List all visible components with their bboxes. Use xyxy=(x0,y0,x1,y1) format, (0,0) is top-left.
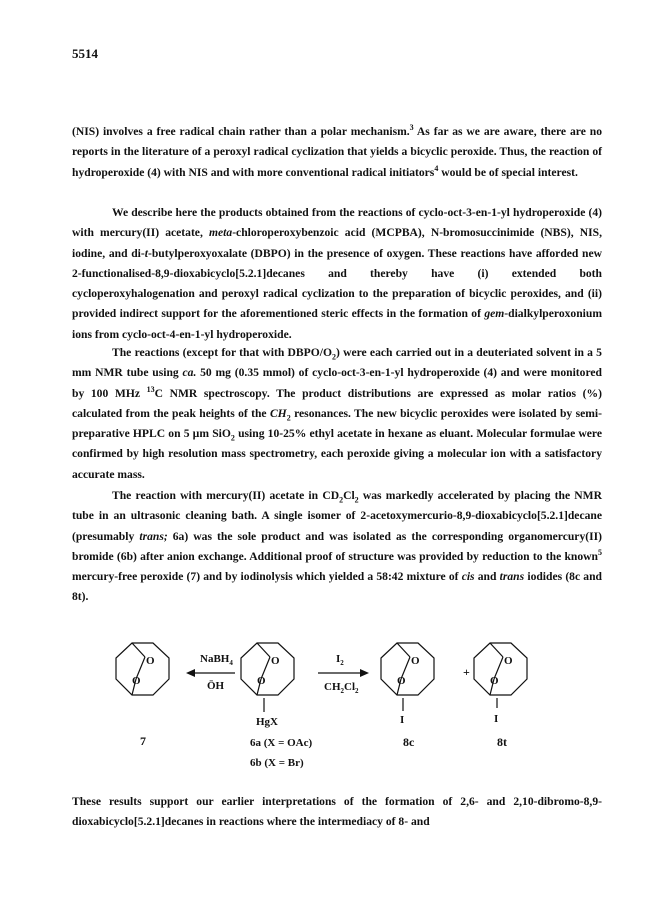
plus-sign: + xyxy=(463,665,470,679)
p1-text-b: As far as we are aware, there are no reports in the literature of a peroxyl radical cyclization that yields a bicyclic peroxide. Thus, the reaction of hydroperoxide (4) with NIS and with more conventional radical initiators xyxy=(72,125,602,179)
p4-text-cl: Cl xyxy=(343,489,355,502)
p3-text-f: using 10-25% ethyl acetate in hexane as eluant. Molecular formulae were confirmed by high resolution mass spectrometry, each peroxide giving a molecular ion with a satisfactory accurate mass. xyxy=(72,427,602,481)
p3-sub-o2: 2 xyxy=(331,352,336,362)
substituent-hgx: HgX xyxy=(256,716,278,728)
p3-text-c: 50 mg (0.35 mmol) of cyclo-oct-3-en-1-yl hydroperoxide (4) and were monitored by 100 MHz xyxy=(72,366,602,400)
p3-sup-13: 13 xyxy=(146,384,155,394)
oxygen-label: O xyxy=(490,675,499,687)
label-6b: 6b (X = Br) xyxy=(250,757,304,769)
label-8c: 8c xyxy=(403,735,415,749)
oxygen-label: O xyxy=(257,675,266,687)
substituent-i: I xyxy=(400,714,405,726)
p4-text-c: 6a) was the sole product and was isolated as the corresponding organomercury(II) bromide (6b) after anion exchange. Additional proof of structure was provided by reduction to the known xyxy=(72,529,602,563)
label-6a: 6a (X = OAc) xyxy=(250,737,313,749)
label-8t: 8t xyxy=(497,735,507,749)
p2-italic-t: t xyxy=(144,246,148,260)
label-7: 7 xyxy=(140,734,146,748)
oxygen-label: O xyxy=(132,675,141,687)
p3-text-e: resonances. The new bicyclic peroxides were isolated by semi-preparative HPLC on 5 µm SiO xyxy=(72,406,603,441)
p2-text-c: -butylperoxyoxalate (DBPO) in the presence of oxygen. These reactions have afforded new 2-functionalised-8,9-dioxabicyclo[5.2.1]decanes and thereby have (i) extended both cycloperoxyhalogenation and peroxyl radical cyclization to the preparation of bicyclic peroxides, and (ii) provided indirect support for the aforementioned steric effects in the formation of xyxy=(72,246,603,321)
p4-ref-5: 5 xyxy=(598,548,602,558)
p3-italic-ch: CH xyxy=(269,406,287,420)
p4-text-d: mercury-free peroxide (7) and by iodinolysis which yielded a 58:42 mixture of xyxy=(72,570,462,584)
p2-text-d: -dialkylperoxonium ions from cyclo-oct-4-en-1-yl hydroperoxide. xyxy=(72,307,602,341)
reagent-oh: ŌH xyxy=(207,680,225,692)
oxygen-label: O xyxy=(504,655,513,667)
p2-text-b: -chloroperoxybenzoic acid (MCPBA), N-bromosuccinimide (NBS), NIS, iodine, and di- xyxy=(72,226,602,260)
page-number: 5514 xyxy=(72,46,98,61)
arrow-left-head xyxy=(186,669,195,677)
p3-sub-ch2: 2 xyxy=(286,413,291,423)
p1-text-c: would be of special interest. xyxy=(438,165,578,179)
reagent-ch2cl2: $CH_2Cl_2$ xyxy=(324,681,359,695)
p3-text-a: The reactions (except for that with DBPO/O xyxy=(112,346,332,359)
p4-sub-d2: 2 xyxy=(339,495,344,505)
p5-text: These results support our earlier interpretations of the formation of 2,6- and 2,10-dibromo-8,9-dioxabicyclo[5.2.1]decanes in reactions where the intermediacy of 8- and xyxy=(72,795,602,829)
paragraph-5 xyxy=(72,792,602,833)
p4-italic-cis: cis xyxy=(461,570,475,584)
p1-ref-3: 3 xyxy=(409,123,414,133)
p4-text-b: was markedly accelerated by placing the NMR tube in an ultrasonic cleaning bath. A single isomer of 2-acetoxymercurio-8,9-dioxabicyclo[5.2.1]decane (presumably xyxy=(72,489,602,543)
structure-6 xyxy=(241,643,294,728)
oxygen-label: O xyxy=(411,655,420,667)
structure-7 xyxy=(116,643,169,695)
p2-italic-meta: meta xyxy=(209,226,233,240)
arrow-right-head xyxy=(360,669,369,677)
p3-italic-ca: ca. xyxy=(182,366,197,380)
p2-italic-gem: gem xyxy=(484,307,505,321)
p4-text-f: iodides (8c and 8t). xyxy=(72,570,603,604)
p3-text-b: ) were each carried out in a deuteriated solvent in a 5 mm NMR tube using xyxy=(72,346,602,380)
p3-sub-sio2: 2 xyxy=(230,433,235,443)
structure-8c xyxy=(381,643,434,726)
structure-8t xyxy=(474,643,527,725)
p4-italic-trans: trans; xyxy=(139,529,168,543)
oxygen-label: O xyxy=(397,675,406,687)
p3-text-d: C NMR spectroscopy. The product distributions are expressed as molar ratios (%) calculated from the peak heights of the xyxy=(72,386,602,420)
p4-text-a: The reaction with mercury(II) acetate in CD xyxy=(112,489,340,502)
p1-text-a: (NIS) involves a free radical chain rather than a polar mechanism. xyxy=(72,125,410,138)
p1-ref-4: 4 xyxy=(434,163,439,173)
p2-text-a: We describe here the products obtained from the reactions of cyclo-oct-3-en-1-yl hydroperoxide (4) with mercury(II) acetate, xyxy=(72,206,602,240)
substituent-i: I xyxy=(494,713,499,725)
p4-sub-cl2: 2 xyxy=(354,495,359,505)
reagent-i2: $I_2$ xyxy=(336,653,344,667)
reagent-nabh4: NaBH$_4$ xyxy=(200,653,233,667)
p4-text-e: and xyxy=(474,570,500,584)
oxygen-label: O xyxy=(271,655,280,667)
p4-italic-trans2: trans xyxy=(499,570,525,584)
oxygen-label: O xyxy=(146,655,155,667)
